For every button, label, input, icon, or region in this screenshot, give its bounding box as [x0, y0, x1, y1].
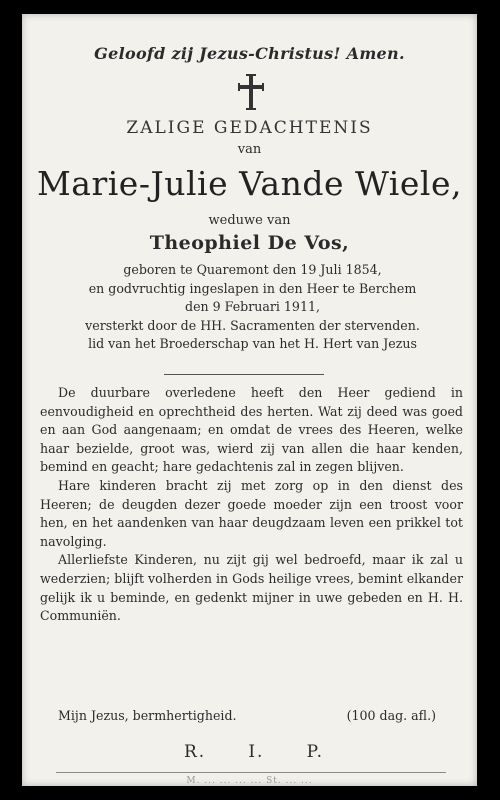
- rip: [184, 742, 324, 762]
- bio-line: geboren te Quaremont den 19 Juli 1854,: [123, 262, 382, 277]
- memorial-text: [40, 384, 463, 626]
- bio-line: en godvruchtig ingeslapen in den Heer te Berchem: [88, 280, 417, 296]
- rip-letter: P.: [306, 742, 324, 762]
- van-text: van: [237, 142, 262, 157]
- footer-divider: [56, 772, 446, 773]
- prayer-line: [58, 708, 436, 723]
- divider: [164, 374, 324, 375]
- widow-of-text: weduwe van: [208, 213, 291, 228]
- cross-icon: [236, 74, 266, 110]
- bio-line: den 9 Februari 1911,: [185, 299, 320, 314]
- paragraph: Allerliefste Kinderen, nu zijt gij wel bedroefd, maar ik zal u wederzien; blijft volherden in Gods heilige vrees, bemint elkander gelijk ik u beminde, en gedenkt mijner in uwe gebeden en H. H. Communiën.: [40, 552, 463, 624]
- rip-letter: I.: [248, 742, 265, 762]
- husband-name: Theophiel De Vos,: [149, 232, 350, 254]
- deceased-name: Marie-Julie Vande Wiele,: [37, 164, 462, 203]
- prayer-text: Mijn Jezus, bermhertigheid.: [58, 708, 237, 723]
- bio-line: versterkt door de HH. Sacramenten der stervenden.: [85, 317, 420, 333]
- memorial-heading: ZALIGE GEDACHTENIS: [126, 118, 373, 138]
- biography: [42, 261, 463, 354]
- paragraph: De duurbare overledene heeft den Heer gediend in eenvoudigheid en oprechtheid des herten. Wat zij deed was goed en aan God aangenaam; en omdat de vrees des Heeren, welke haar bezielde, groot was, wierd zij van allen die haar kenden, bemind en geacht; hare gedachtenis zal in zegen blijven.: [40, 385, 463, 475]
- printer-imprint: M. ... ... ... ... St. ... ...: [186, 776, 313, 786]
- rip-letter: R.: [184, 742, 207, 762]
- invocation: Geloofd zij Jezus-Christus! Amen.: [94, 44, 405, 63]
- paragraph: Hare kinderen bracht zij met zorg op in den dienst des Heeren; de deugden dezer goede moeder zijn een troost voor hen, en het aandenken van haar deugdzaam leven een prikkel tot navolging.: [40, 477, 463, 549]
- bio-line: lid van het Broederschap van het H. Hert van Jezus: [88, 336, 417, 351]
- indulgence-text: (100 dag. afl.): [346, 708, 436, 723]
- memorial-card: [22, 14, 477, 786]
